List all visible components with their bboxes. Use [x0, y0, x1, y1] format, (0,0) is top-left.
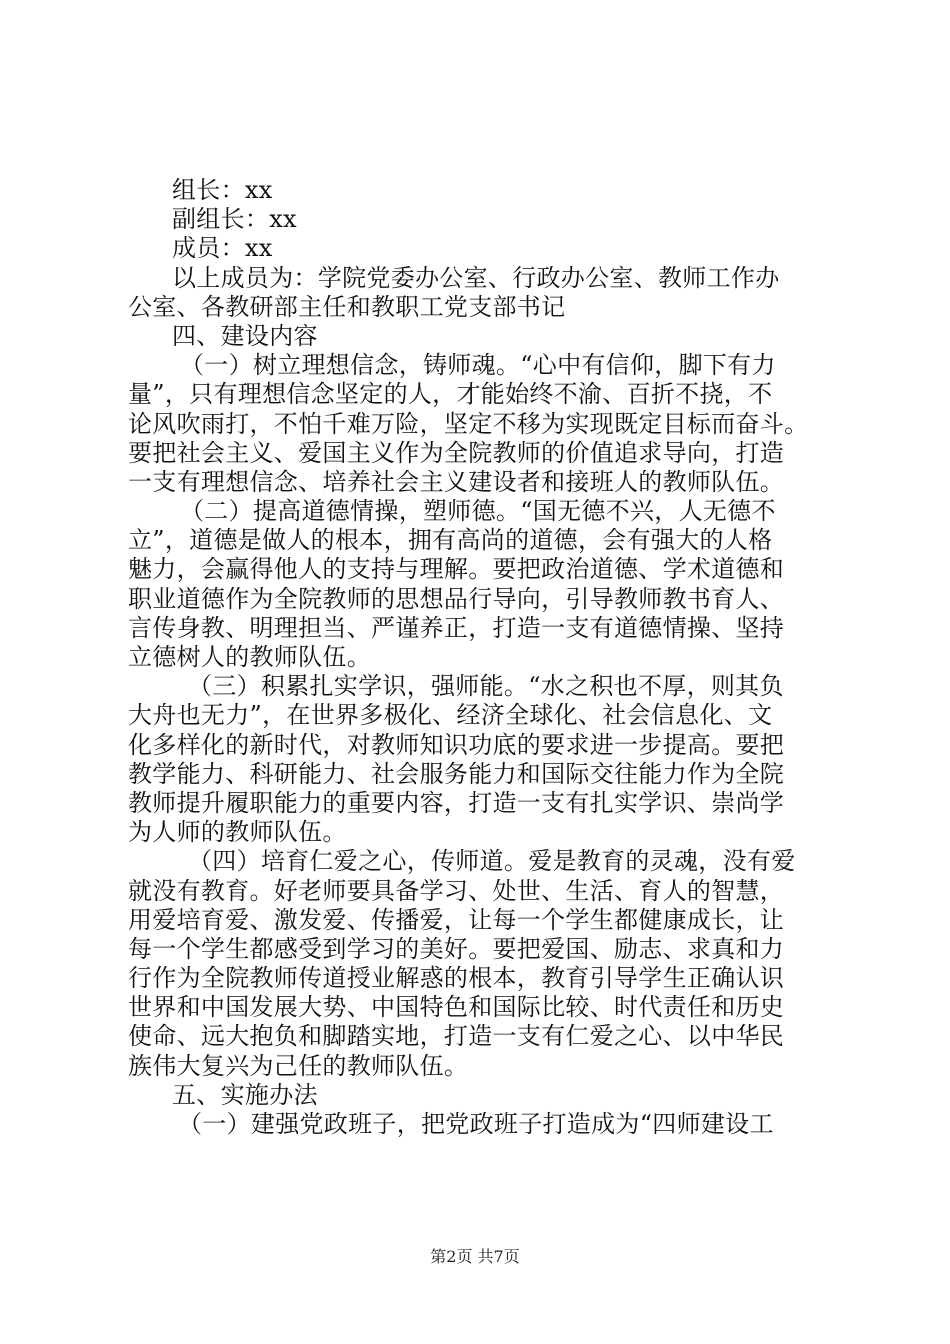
paragraph-line: （一）树立理想信念，铸师魂。“心中有信仰，脚下有力 [180, 351, 776, 380]
paragraph-line: 魅力，会赢得他人的支持与理解。要把政治道德、学术道德和 [128, 555, 785, 584]
paragraph-line: 化多样化的新时代，对教师知识功底的要求进一步提高。要把 [128, 730, 785, 759]
paragraph-line: 行作为全院教师传道授业解惑的根本，教育引导学生正确认识 [128, 964, 785, 993]
paragraph-line: 立”，道德是做人的根本，拥有高尚的道德，会有强大的人格 [128, 526, 773, 555]
paragraph-line: 以上成员为：学院党委办公室、行政办公室、教师工作办 [172, 263, 780, 292]
paragraph-line: 每一个学生都感受到学习的美好。要把爱国、励志、求真和力 [128, 934, 785, 963]
paragraph-line: 言传身教、明理担当、严谨养正，打造一支有道德情操、坚持 [128, 613, 785, 642]
leader-line: 组长：xx [172, 176, 273, 204]
paragraph-line: 要把社会主义、爱国主义作为全院教师的价值追求导向，打造 [128, 438, 785, 467]
paragraph-line: 论风吹雨打，不怕千难万险，坚定不移为实现既定目标而奋斗。 [128, 409, 809, 438]
deputy-leader-line: 副组长：xx [172, 205, 297, 234]
section-heading: 四、建设内容 [172, 321, 318, 350]
page-number-footer: 第2页 共7页 [430, 1247, 520, 1266]
paragraph-line: （一）建强党政班子，把党政班子打造成为“四师建设工 [178, 1110, 774, 1138]
paragraph-line: 公室、各教研部主任和教职工党支部书记 [128, 292, 566, 321]
paragraph-line: 大舟也无力”，在世界多极化、经济全球化、社会信息化、文 [128, 701, 773, 730]
paragraph-line: 量”，只有理想信念坚定的人，才能始终不渝、百折不挠，不 [128, 380, 773, 409]
paragraph-line: （三）积累扎实学识，强师能。“水之积也不厚，则其负 [188, 672, 784, 701]
document-body [128, 176, 832, 1139]
paragraph-line: 教学能力、科研能力、社会服务能力和国际交往能力作为全院 [128, 759, 785, 788]
members-line: 成员：xx [172, 234, 273, 263]
paragraph-line: 为人师的教师队伍。 [128, 818, 347, 847]
paragraph-line: 教师提升履职能力的重要内容，打造一支有扎实学识、崇尚学 [128, 788, 785, 817]
paragraph-line: 职业道德作为全院教师的思想品行导向，引导教师教书育人、 [128, 584, 785, 613]
paragraph-line: 用爱培育爱、激发爱、传播爱，让每一个学生都健康成长，让 [128, 905, 785, 934]
paragraph-line: （四）培育仁爱之心，传师道。爱是教育的灵魂，没有爱 [188, 847, 796, 876]
paragraph-line: 立德树人的教师队伍。 [128, 643, 371, 671]
paragraph-line: 族伟大复兴为己任的教师队伍。 [128, 1051, 469, 1080]
paragraph-line: 一支有理想信念、培养社会主义建设者和接班人的教师队伍。 [128, 467, 785, 496]
paragraph-line: （二）提高道德情操，塑师德。“国无德不兴，人无德不 [180, 497, 776, 526]
paragraph-line: 就没有教育。好老师要具备学习、处世、生活、育人的智慧， [128, 876, 785, 905]
paragraph-line: 使命、远大抱负和脚踏实地，打造一支有仁爱之心、以中华民 [128, 1022, 785, 1051]
paragraph-line: 世界和中国发展大势、中国特色和国际比较、时代责任和历史 [128, 993, 785, 1022]
section-heading: 五、实施办法 [172, 1080, 318, 1109]
